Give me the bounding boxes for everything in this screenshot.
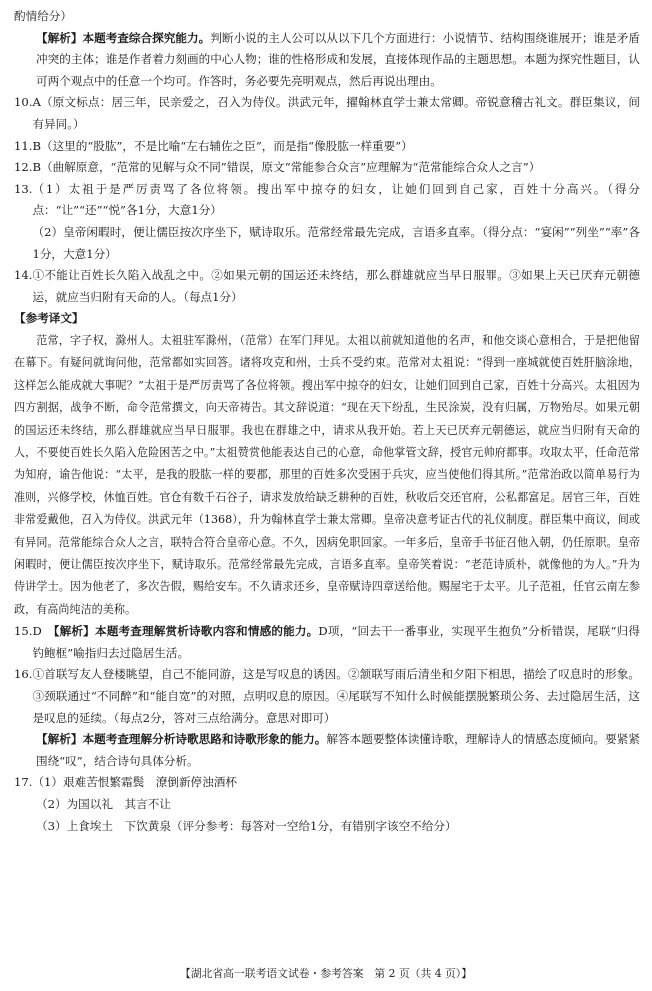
question-number: 10.: [14, 95, 33, 110]
answer-part-1: （1）太祖于是严厉责骂了各位将领。搜出军中掠夺的妇女，让她们回到自己家，百姓十分高兴。（得分点：“让”“还”“悦”各1分，大意1分）: [32, 181, 640, 218]
question-10: [14, 92, 640, 135]
question-number: 16.: [14, 667, 33, 682]
analysis-text: D项，“回去干一番事业，实现平生抱负”分析错误，尾联“归得钓鲍框”喻指归去过隐居生活。: [32, 624, 640, 660]
answer-part-3: （3）上食埃土 下饮黄泉（评分参考：每答对一空给1分，有错别字该空不给分）: [36, 818, 457, 833]
question-number: 14.: [14, 268, 33, 283]
question-15: [14, 621, 640, 664]
answer-choice: D: [32, 624, 42, 639]
answer-part-1: （1）艰难苦恨繁霜鬓 潦倒新停浊酒杯: [32, 775, 237, 790]
answer-text: ①首联写友人登楼眺望，自己不能同游，这是写叹息的诱因。②颔联写雨后清坐和夕阳下相思，描绘了叹息时的形象。③颈联通过“不同醉”和“能自宽”的对照，点明叹息的原因。④尾联写不知什么时候能摆脱繁琐公务、去过隐居生活，这是叹息的延续。（每点2分，答对三点给满分。意思对即可）: [32, 667, 640, 725]
analysis-title: 本题考查理解分析诗歌思路和诗歌形象的能力。: [82, 732, 327, 747]
question-12: [14, 157, 640, 179]
reference-translation: [14, 330, 640, 621]
analysis-text: 解答本题要整体读懂诗歌，理解诗人的情感态度倾向。要紧紧围绕“叹”，结合诗句具体分析。: [36, 732, 640, 768]
question-16: [14, 664, 640, 729]
analysis-paragraph: [14, 729, 640, 772]
question-number: 15.: [14, 624, 33, 639]
analysis-label: 【解析】: [36, 30, 83, 45]
answer-text: A（原文标点：居三年，民亲爱之，召入为侍仪。洪武元年，擢翰林直学士兼太常卿。帝锐意稽古礼文。群臣集议，间有异同。）: [32, 95, 640, 131]
question-number: 13.: [14, 181, 33, 196]
answer-text: B（这里的“股肱”，不是比喻“左右辅佐之臣”，而是指“像股肱一样重要”）: [32, 138, 413, 153]
answer-page: [14, 6, 640, 837]
translation-text: 范常，字子权，滁州人。太祖驻军滁州，（范常）在军门拜见。太祖以前就知道他的名声，和他交谈心意相合，于是把他留在幕下。有疑问就询问他，范常都如实回答。诸将攻克和州，士兵不受约束。范常对太祖说：“得到一座城就使百姓肝脑涂地，这样怎么能成就大事呢？”太祖于是严厉责骂了各位将领。搜出军中掠夺的妇女，让她们回到自己家，百姓十分高兴。太祖因为四方割据，战争不断，命令范常撰文，向天帝祷告。其文辞说道：“现在天下纷乱，生民涂炭，没有归属，万物殆尽。如果元朝的国运还未终结，那么群雄就应当早日服罪。我也在群雄之中，请求从我开始。若上天已厌弃元朝德运，就应当归附有天命的人，不要使百姓长久陷入危险困苦之中。”太祖赞赏他能表达自己的心意，命他掌管文辞，授官元帅府都事。攻取太平，任命范常为知府，谕告他说：“太平，是我的股肱一样的要郡，那里的百姓多次受困于兵灾，应当使他们得其所。”范常治政以简单易行为准则，兴修学校，休恤百姓。官仓有数千石谷子，请求发放给缺乏耕种的百姓，秋收后交还官府，公私都富足。居官三年，百姓非常爱戴他，召入为侍仪。洪武元年（1368），升为翰林直学士兼太常卿。皇帝决意考证古代的礼仪制度。群臣集中商议，间或有异同。范常能综合众人之言，联特合符合皇帝心意。不久，因病免职回家。一年多后，皇帝手书征召他入朝，仍任原职。皇帝闲暇时，便让儒臣按次序坐下，赋诗取乐。范常经常最先完成，言语多直率。皇帝笑着说：“老范诗质朴，就像他的为人。”升为侍讲学士。因为他老了，多次告假，赐给安车。不久请求还乡，皇帝赋诗四章送给他。赐屋宅于太平。儿子范祖，任官云南左参政，有高尚纯洁的美称。: [14, 333, 640, 616]
analysis-label: 【解析】: [36, 732, 83, 747]
analysis-title: 本题考查综合探究能力。: [82, 30, 211, 45]
page-footer: 【湖北省高一联考语文试卷・参考答案 第 2 页（共 4 页）】: [180, 967, 472, 980]
analysis-title: 本题考查理解赏析诗歌内容和情感的能力。: [94, 624, 319, 639]
text-line: 酌情给分）: [14, 9, 72, 23]
answer-text: ①不能让百姓长久陷入战乱之中。②如果元朝的国运还未终结，那么群雄就应当早日服罪。③如果上天已厌弃元朝德运，就应当归附有天命的人。（每点1分）: [32, 268, 640, 304]
question-17: [14, 772, 640, 794]
answer-part-2: （2）皇帝闲暇时，便让儒臣按次序坐下，赋诗取乐。范常经常最先完成，言语多直率。（得分点：“宴闲”“列坐”“率”各1分，大意1分）: [32, 224, 640, 261]
answer-part-2: （2）为国以礼 其言不让: [36, 796, 171, 811]
answer-text: B（曲解原意，“范常的见解与众不同”错误，原文“常能参合众言”应理解为“范常能综合众人之言”）: [32, 160, 541, 175]
question-number: 17.: [14, 775, 33, 790]
question-11: [14, 136, 640, 158]
analysis-paragraph: [14, 28, 640, 93]
analysis-text: 判断小说的主人公可以从以下几个方面进行：小说情节、结构围绕谁展开；谁是矛盾冲突的主体；谁是作者着力刻画的中心人物；谁的性格形成和发展，直接体现作品的主题思想。本题为探究性题目，认可两个观点中的任意一个均可。作答时，务必要先亮明观点，然后再说出理由。: [36, 30, 640, 88]
analysis-label: 【解析】: [53, 624, 95, 639]
question-number: 11.: [14, 138, 33, 153]
question-13: [14, 179, 640, 265]
question-14: [14, 265, 640, 308]
question-number: 12.: [14, 160, 33, 175]
reference-translation-title: 【参考译文】: [14, 311, 84, 326]
